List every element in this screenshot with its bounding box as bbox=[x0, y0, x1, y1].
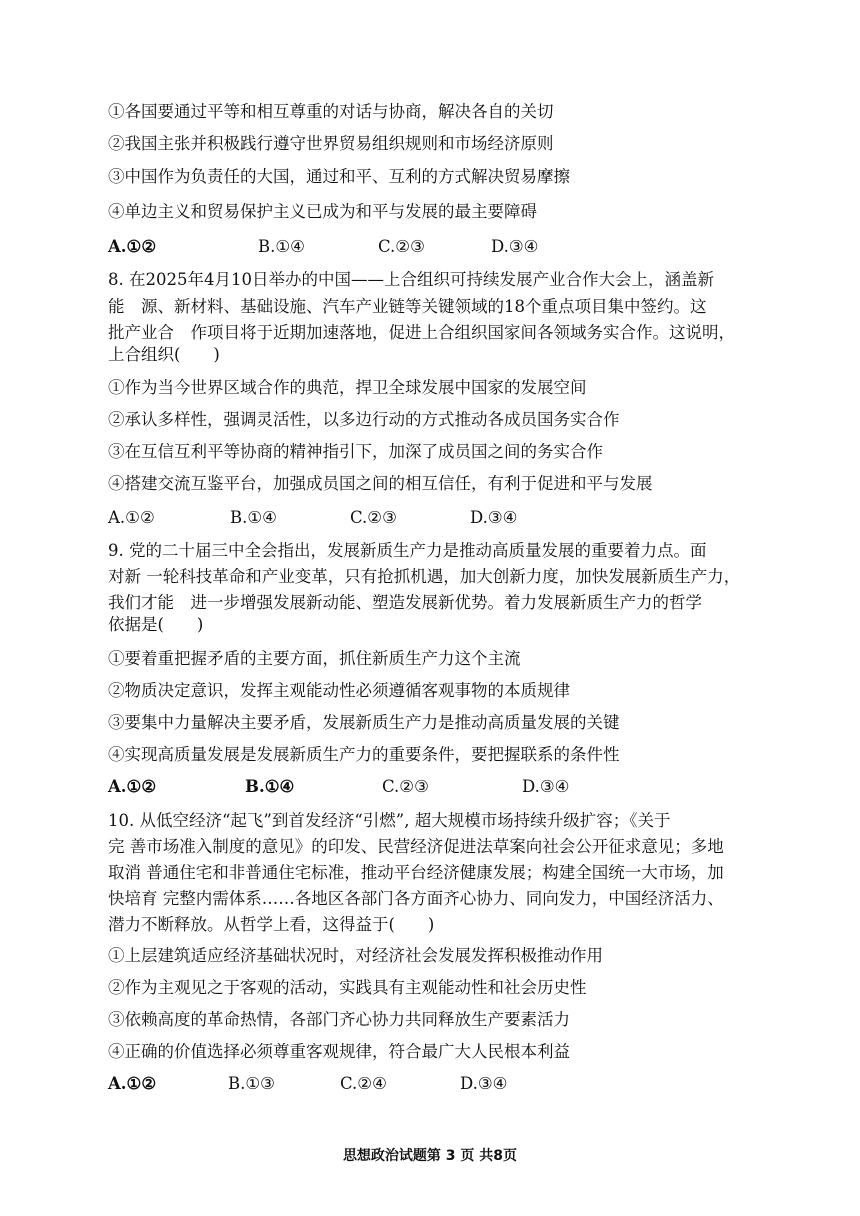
page-footer: 思想政治试题第 3 页 共8页 bbox=[342, 1148, 518, 1164]
q8-choice-b: B.①④ bbox=[230, 508, 277, 527]
q8-option-1: ①作为当今世界区域合作的典范，捍卫全球发展中国家的发展空间 bbox=[108, 378, 587, 397]
q10-choice-c: C.②④ bbox=[340, 1074, 387, 1093]
q8-stem-line-3: 批产业合 作项目将于近期加速落地，促进上合组织国家间各领域务实合作。这说明， bbox=[108, 323, 735, 342]
q9-choice-b: B.①④ bbox=[245, 777, 295, 796]
q8-choice-c: C.②③ bbox=[350, 508, 397, 527]
q8-stem-line-4: 上合组织( ) bbox=[108, 345, 220, 364]
q10-stem-line-2: 完 善市场准入制度的意见》的印发、民营经济促进法草案向社会公开征求意见；多地 bbox=[108, 837, 724, 856]
q7-choice-d: D.③④ bbox=[491, 237, 539, 256]
q10-stem-line-1: 10. 从低空经济“起飞”到首发经济“引燃”, 超大规模市场持续升级扩容；《关于 bbox=[108, 811, 671, 830]
q7-option-3: ③中国作为负责任的大国，通过和平、互利的方式解决贸易摩擦 bbox=[108, 167, 570, 186]
q9-stem-line-1: 9. 党的二十届三中全会指出，发展新质生产力是推动高质量发展的重要着力点。面 bbox=[108, 541, 707, 560]
q9-stem-line-2: 对新 一轮科技革命和产业变革，只有抢抓机遇，加大创新力度，加快发展新质生产力， bbox=[108, 567, 741, 586]
q10-choice-b: B.①③ bbox=[228, 1074, 275, 1093]
q9-stem-line-3: 我们才能 进一步增强发展新动能、塑造发展新优势。着力发展新质生产力的哲学 bbox=[108, 593, 702, 612]
q9-choice-a: A.①② bbox=[108, 777, 157, 796]
q10-option-2: ②作为主观见之于客观的活动，实践具有主观能动性和社会历史性 bbox=[108, 978, 587, 997]
q7-option-1: ①各国要通过平等和相互尊重的对话与协商，解决各自的关切 bbox=[108, 102, 554, 121]
q8-option-4: ④搭建交流互鉴平台，加强成员国之间的相互信任，有利于促进和平与发展 bbox=[108, 474, 653, 493]
q9-option-2: ②物质决定意识，发挥主观能动性必须遵循客观事物的本质规律 bbox=[108, 681, 570, 700]
q10-stem-line-5: 潜力不断释放。从哲学上看，这得益于( ) bbox=[108, 915, 435, 934]
q7-choice-b: B.①④ bbox=[258, 237, 305, 256]
q8-stem-line-1: 8. 在2025年4月10日举办的中国——上合组织可持续发展产业合作大会上，涵盖新 bbox=[108, 270, 714, 289]
q10-option-3: ③依赖高度的革命热情，各部门齐心协力共同释放生产要素活力 bbox=[108, 1010, 570, 1029]
q8-option-2: ②承认多样性，强调灵活性，以多边行动的方式推动各成员国务实合作 bbox=[108, 410, 620, 429]
q9-choice-d: D.③④ bbox=[522, 777, 570, 796]
q7-option-4: ④单边主义和贸易保护主义已成为和平与发展的最主要障碍 bbox=[108, 202, 537, 221]
q10-choice-d: D.③④ bbox=[460, 1074, 508, 1093]
q9-stem-line-4: 依据是( ) bbox=[108, 615, 204, 634]
q9-option-1: ①要着重把握矛盾的主要方面，抓住新质生产力这个主流 bbox=[108, 649, 521, 668]
q10-stem-line-4: 快培育 完整内需体系……各地区各部门各方面齐心协力、同向发力，中国经济活力、 bbox=[108, 889, 724, 908]
q10-stem-line-3: 取消 普通住宅和非普通住宅标准，推动平台经济健康发展；构建全国统一大市场，加 bbox=[108, 863, 724, 882]
q9-option-3: ③要集中力量解决主要矛盾，发展新质生产力是推动高质量发展的关键 bbox=[108, 713, 620, 732]
q8-stem-line-2: 能 源、新材料、基础设施、汽车产业链等关键领域的18个重点项目集中签约。这 bbox=[108, 297, 707, 316]
q10-option-1: ①上层建筑适应经济基础状况时，对经济社会发展发挥积极推动作用 bbox=[108, 946, 603, 965]
q10-option-4: ④正确的价值选择必须尊重客观规律，符合最广大人民根本利益 bbox=[108, 1042, 570, 1061]
q8-option-3: ③在互信互利平等协商的精神指引下，加深了成员国之间的务实合作 bbox=[108, 442, 603, 461]
q9-choice-c: C.②③ bbox=[382, 777, 429, 796]
q7-choice-a: A.①② bbox=[108, 237, 157, 256]
q7-option-2: ②我国主张并积极践行遵守世界贸易组织规则和市场经济原则 bbox=[108, 134, 554, 153]
q9-option-4: ④实现高质量发展是发展新质生产力的重要条件，要把握联系的条件性 bbox=[108, 745, 620, 764]
q10-choice-a: A.①② bbox=[108, 1074, 157, 1093]
q7-choice-c: C.②③ bbox=[378, 237, 425, 256]
q8-choice-a: A.①② bbox=[108, 508, 155, 527]
q8-choice-d: D.③④ bbox=[470, 508, 518, 527]
